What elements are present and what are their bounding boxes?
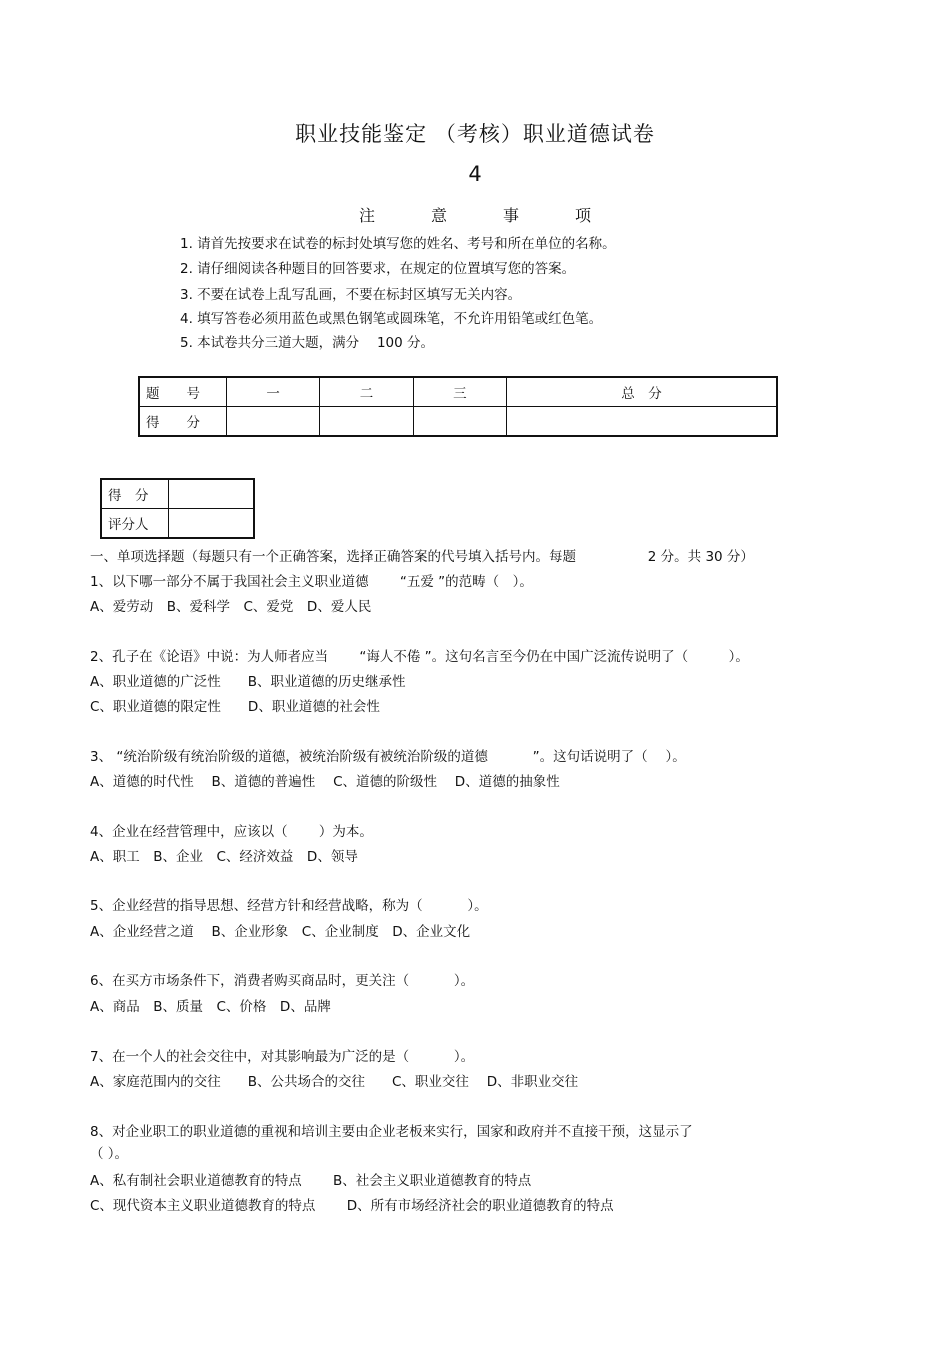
question-options: A、家庭范围内的交往 B、公共场合的交往 C、职业交往 D、非职业交往 — [90, 1074, 579, 1090]
notice-heading — [0, 203, 950, 226]
column-header: 总 分 — [507, 377, 777, 407]
question-options: C、职业道德的限定性 D、职业道德的社会性 — [90, 699, 380, 715]
score-table-header-row — [139, 377, 777, 407]
question-options: A、爱劳动 B、爱科学 C、爱党 D、爱人民 — [90, 599, 372, 615]
notice-heading-char: 注 — [358, 206, 375, 225]
question-text: 7、在一个人的社会交往中，对其影响最为广泛的是（ ）。 — [90, 1049, 475, 1065]
question-number-label: 题 号 — [139, 377, 227, 407]
note-item: 1. 请首先按要求在试卷的标封处填写您的姓名、考号和所在单位的名称。 — [180, 236, 616, 252]
score-table-score-row — [139, 407, 777, 437]
question-text-continued: （ ）。 — [90, 1146, 129, 1162]
grade-score-cell[interactable] — [169, 479, 255, 509]
question-text: 5、企业经营的指导思想、经营方针和经营战略，称为（ ）。 — [90, 898, 488, 914]
question-text: 6、在买方市场条件下，消费者购买商品时，更关注（ ）。 — [90, 973, 475, 989]
score-cell[interactable] — [413, 407, 506, 437]
question-text: 4、企业在经营管理中，应该以（ ）为本。 — [90, 824, 373, 840]
grade-score-label: 得 分 — [101, 479, 169, 509]
grader-label: 评分人 — [101, 509, 169, 539]
score-label: 得 分 — [139, 407, 227, 437]
score-cell[interactable] — [227, 407, 320, 437]
column-header: 三 — [413, 377, 506, 407]
section-instruction: 一、单项选择题（每题只有一个正确答案，选择正确答案的代号填入括号内。每题 2 分。共 30 分） — [90, 549, 754, 565]
note-item: 2. 请仔细阅读各种题目的回答要求，在规定的位置填写您的答案。 — [180, 261, 576, 277]
question-text: 1、以下哪一部分不属于我国社会主义职业道德 “五爱 ”的范畴（ ）。 — [90, 574, 533, 590]
note-item: 3. 不要在试卷上乱写乱画，不要在标封区填写无关内容。 — [180, 287, 522, 303]
question-options: A、职工 B、企业 C、经济效益 D、领导 — [90, 849, 358, 865]
grade-box — [100, 478, 255, 539]
question-options: C、现代资本主义职业道德教育的特点 D、所有市场经济社会的职业道德教育的特点 — [90, 1198, 614, 1214]
exam-number: 4 — [468, 162, 482, 186]
notice-heading-char: 项 — [575, 206, 592, 225]
grader-cell[interactable] — [169, 509, 255, 539]
note-item: 4. 填写答卷必须用蓝色或黑色钢笔或圆珠笔，不允许用铅笔或红色笔。 — [180, 311, 603, 327]
question-text: 8、对企业职工的职业道德的重视和培训主要由企业老板来实行，国家和政府并不直接干预，这显示了 — [90, 1124, 693, 1140]
column-header: 二 — [320, 377, 413, 407]
note-item: 5. 本试卷共分三道大题，满分 100 分。 — [180, 335, 435, 351]
score-cell[interactable] — [507, 407, 777, 437]
score-cell[interactable] — [320, 407, 413, 437]
exam-title: 职业技能鉴定 （考核）职业道德试卷 — [295, 122, 655, 146]
notice-heading-char: 事 — [503, 206, 520, 225]
column-header: 一 — [227, 377, 320, 407]
question-text: 3、 “统治阶级有统治阶级的道德，被统治阶级有被统治阶级的道德 ”。这句话说明了（ ）。 — [90, 749, 686, 765]
question-options: A、企业经营之道 B、企业形象 C、企业制度 D、企业文化 — [90, 924, 471, 940]
notice-heading-char: 意 — [430, 206, 447, 225]
question-options: A、职业道德的广泛性 B、职业道德的历史继承性 — [90, 674, 406, 690]
question-options: A、商品 B、质量 C、价格 D、品牌 — [90, 999, 331, 1015]
score-table — [138, 376, 778, 437]
question-options: A、私有制社会职业道德教育的特点 B、社会主义职业道德教育的特点 — [90, 1173, 532, 1189]
question-text: 2、孔子在《论语》中说：为人师者应当 “诲人不倦 ”。这句名言至今仍在中国广泛流传说明了（ ）。 — [90, 649, 749, 665]
question-options: A、道德的时代性 B、道德的普遍性 C、道德的阶级性 D、道德的抽象性 — [90, 774, 560, 790]
